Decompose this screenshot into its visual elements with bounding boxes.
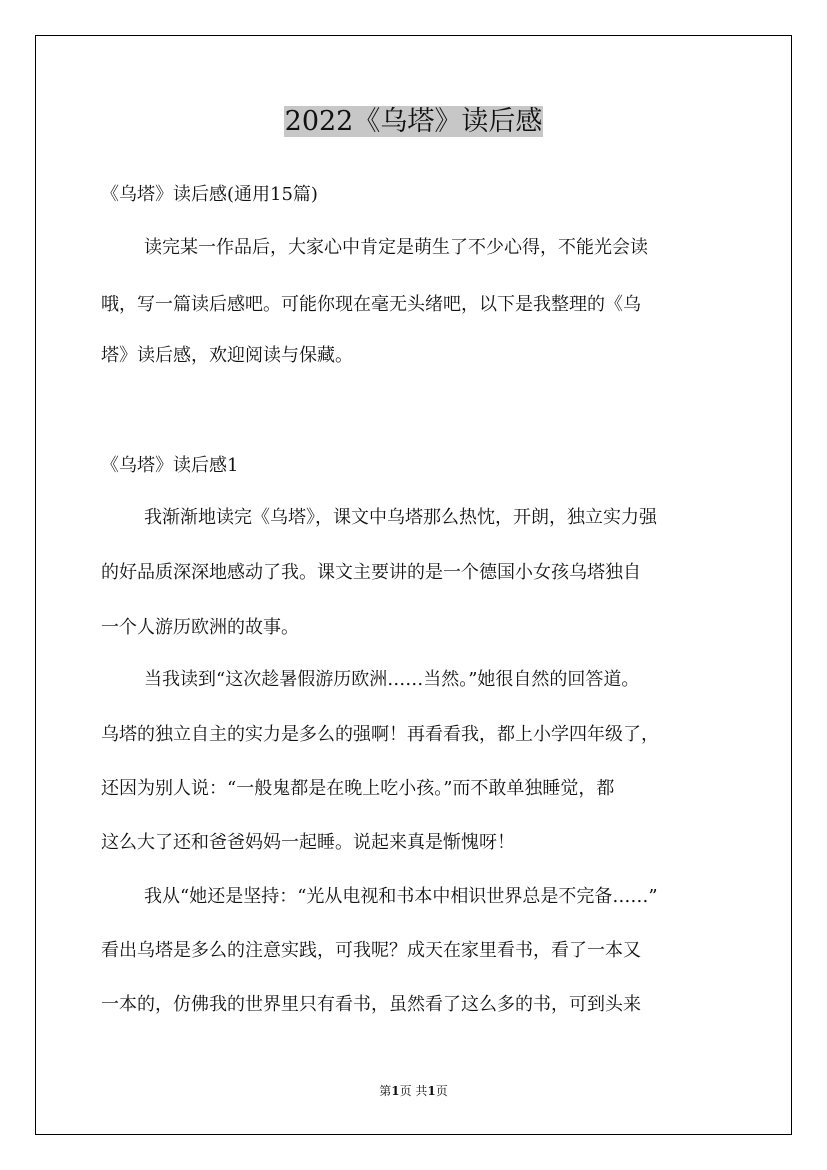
paragraph2-line-4: 这么大了还和爸爸妈妈一起睡。说起来真是惭愧呀！	[101, 832, 515, 853]
paragraph3-line-1: 我从“她还是坚持：“光从电视和书本中相识世界总是不完备……”	[144, 886, 658, 907]
page-footer	[0, 1083, 827, 1099]
intro-line-3: 塔》读后感，欢迎阅读与保藏。	[101, 345, 353, 366]
document-subtitle: 《乌塔》读后感(通用15篇)	[101, 184, 318, 205]
paragraph3-line-3: 一本的，仿佛我的世界里只有看书，虽然看了这么多的书，可到头来	[101, 994, 641, 1015]
page-suffix: 页	[435, 1084, 448, 1098]
page-mid: 页 共	[399, 1084, 428, 1098]
paragraph3-line-2: 看出乌塔是多么的注意实践，可我呢？成天在家里看书，看了一本又	[101, 940, 641, 961]
document-title	[0, 104, 827, 140]
title-highlight: 2022《乌塔》读后感	[284, 106, 543, 137]
page-total: 1	[427, 1084, 436, 1098]
paragraph1-line-1: 我渐渐地读完《乌塔》，课文中乌塔那么热忱，开朗，独立实力强	[144, 507, 657, 528]
intro-line-2: 哦，写一篇读后感吧。可能你现在毫无头绪吧，以下是我整理的《乌	[101, 294, 641, 315]
paragraph2-line-3: 还因为别人说：“一般鬼都是在晚上吃小孩。”而不敢单独睡觉，都	[101, 778, 615, 799]
paragraph1-line-2: 的好品质深深地感动了我。课文主要讲的是一个德国小女孩乌塔独自	[101, 562, 641, 583]
intro-line-1: 读完某一作品后，大家心中肯定是萌生了不少心得，不能光会读	[144, 237, 648, 258]
page-current: 1	[391, 1084, 400, 1098]
page-prefix: 第	[379, 1084, 392, 1098]
paragraph1-line-3: 一个人游历欧洲的故事。	[101, 617, 299, 638]
paragraph2-line-2: 乌塔的独立自主的实力是多么的强啊！再看看我，都上小学四年级了，	[101, 724, 659, 745]
section-heading: 《乌塔》读后感1	[101, 455, 239, 476]
paragraph2-line-1: 当我读到“这次趁暑假游历欧洲……当然。”她很自然的回答道。	[144, 669, 640, 690]
